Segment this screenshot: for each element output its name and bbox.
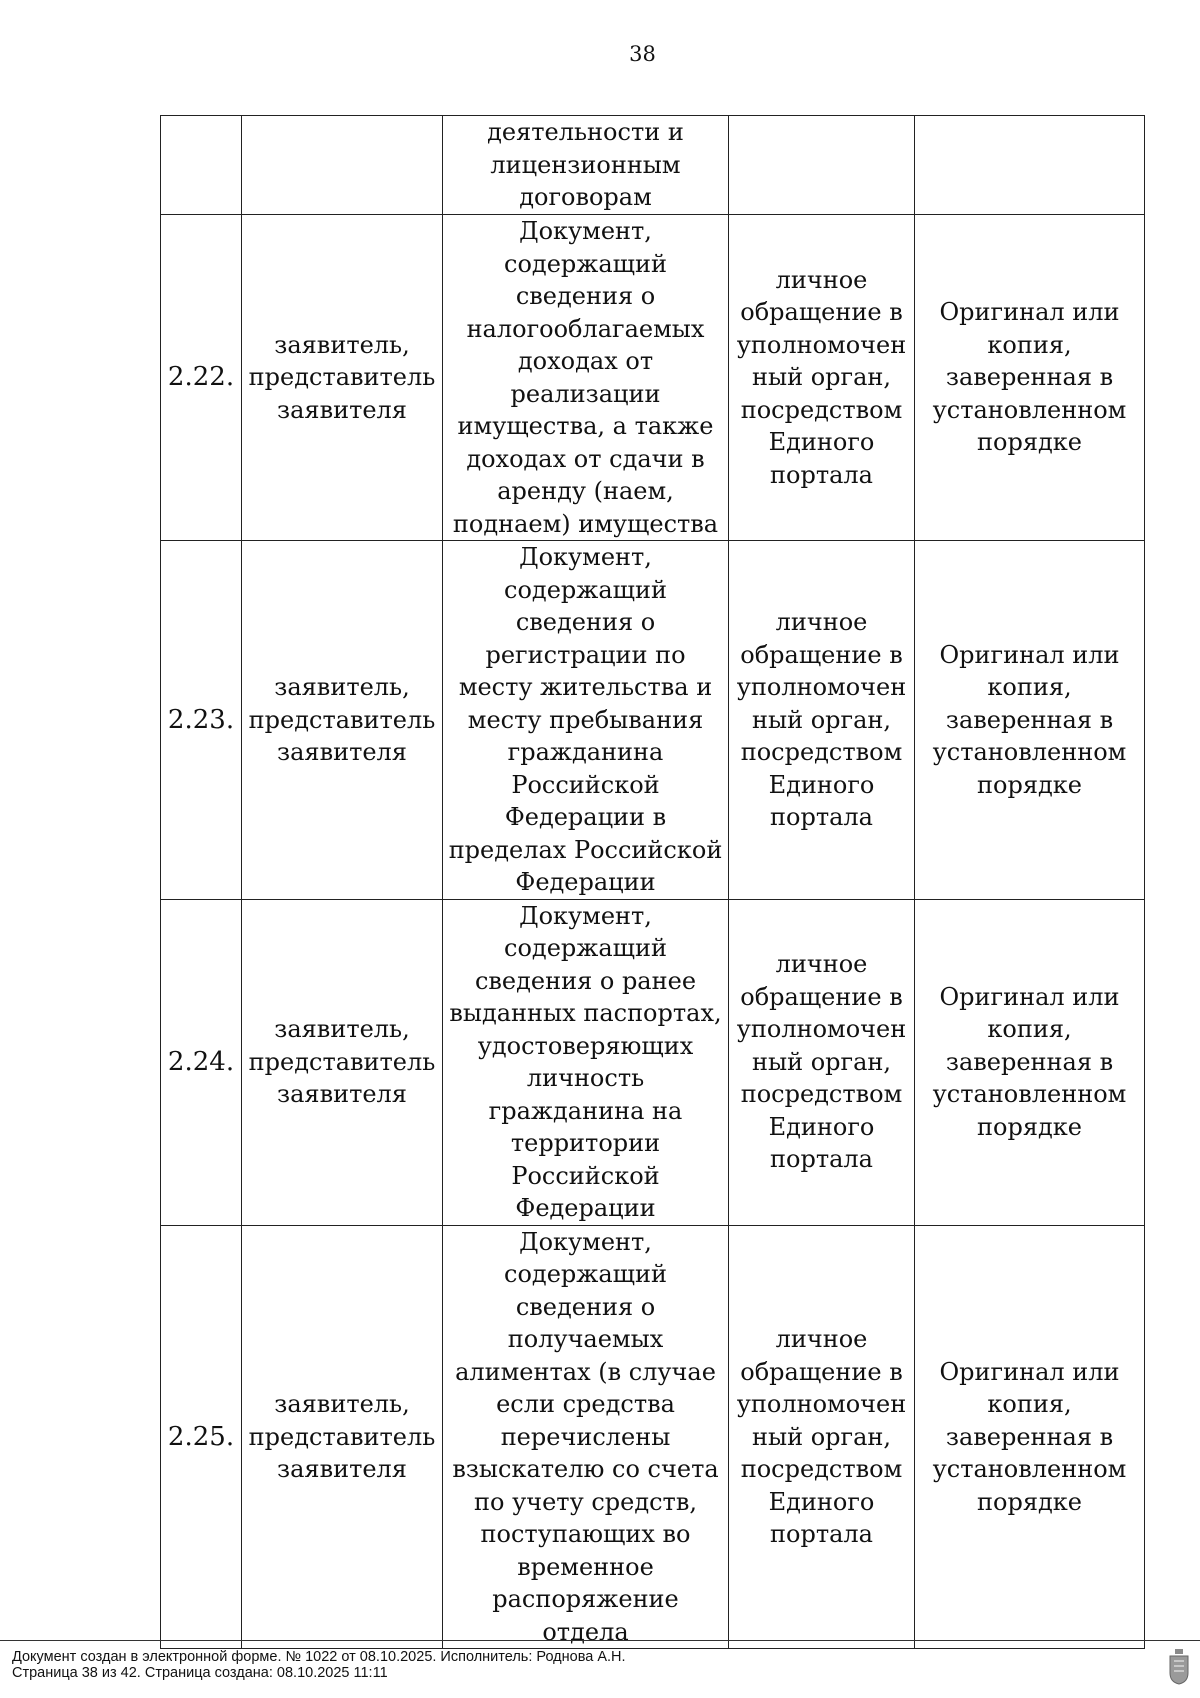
footer-line-1: Документ создан в электронной форме. № 1022 от 08.10.2025. Исполнитель: Роднова А.Н.: [12, 1649, 626, 1665]
table-row: [161, 899, 1145, 1225]
cell-document: Документ, содержащий сведения о ранее выданных паспортах, удостоверяющих личность гражданина на территории Российской Федерации: [443, 899, 729, 1225]
document-footer: [0, 1640, 1200, 1681]
cell-applicant: заявитель, представитель заявителя: [242, 541, 443, 900]
cell-method: личное обращение в уполномочен ный орган, посредством Единого портала: [729, 541, 915, 900]
cell-method: [729, 116, 915, 215]
row-number: 2.22.: [161, 215, 242, 541]
cell-applicant: заявитель, представитель заявителя: [242, 899, 443, 1225]
cell-form: Оригинал или копия, заверенная в установленном порядке: [915, 541, 1145, 900]
table-row: [161, 541, 1145, 900]
cell-form: Оригинал или копия, заверенная в установленном порядке: [915, 215, 1145, 541]
cell-document: Документ, содержащий сведения о налогооблагаемых доходах от реализации имущества, а также доходах от сдачи в аренду (наем, поднаем) имущества: [443, 215, 729, 541]
cell-form: [915, 116, 1145, 215]
page-number: 38: [629, 42, 656, 66]
cell-method: личное обращение в уполномочен ный орган, посредством Единого портала: [729, 1225, 915, 1649]
cell-applicant: заявитель, представитель заявителя: [242, 215, 443, 541]
table-row: [161, 215, 1145, 541]
cell-applicant: заявитель, представитель заявителя: [242, 1225, 443, 1649]
documents-table: [160, 115, 1145, 1649]
footer-line-2: Страница 38 из 42. Страница создана: 08.10.2025 11:11: [12, 1665, 388, 1681]
coat-of-arms-icon: [1168, 1649, 1190, 1685]
cell-method: личное обращение в уполномочен ный орган, посредством Единого портала: [729, 215, 915, 541]
cell-document: Документ, содержащий сведения о регистрации по месту жительства и месту пребывания гражданина Российской Федерации в пределах Российской Федерации: [443, 541, 729, 900]
cell-num: [161, 116, 242, 215]
cell-form: Оригинал или копия, заверенная в установленном порядке: [915, 899, 1145, 1225]
table-row-continuation: [161, 116, 1145, 215]
cell-method: личное обращение в уполномочен ный орган, посредством Единого портала: [729, 899, 915, 1225]
cell-form: Оригинал или копия, заверенная в установленном порядке: [915, 1225, 1145, 1649]
footer-text: [12, 1649, 626, 1681]
row-number: 2.25.: [161, 1225, 242, 1649]
cell-document: Документ, содержащий сведения о получаемых алиментах (в случае если средства перечислены взыскателю со счета по учету средств, поступающих во временное распоряжение отдела: [443, 1225, 729, 1649]
row-number: 2.23.: [161, 541, 242, 900]
table-row: [161, 1225, 1145, 1649]
cell-applicant: [242, 116, 443, 215]
row-number: 2.24.: [161, 899, 242, 1225]
cell-document: деятельности и лицензионным договорам: [443, 116, 729, 215]
